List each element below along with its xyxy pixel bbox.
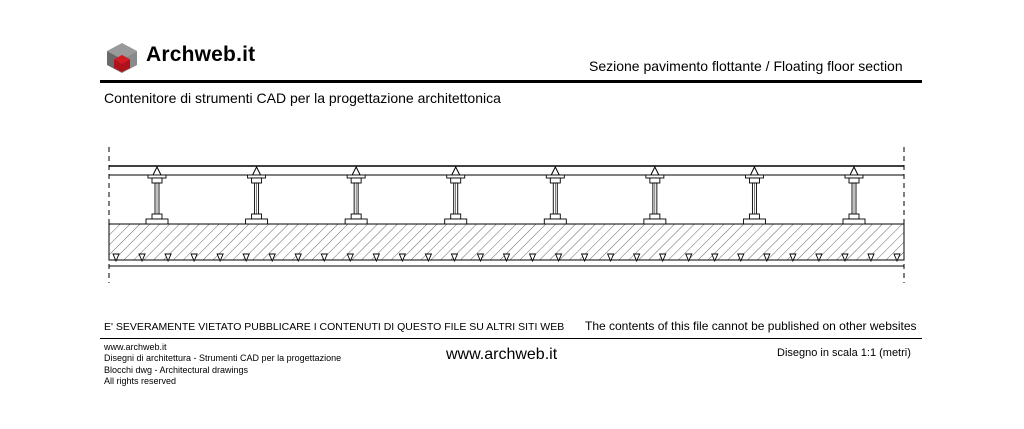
footer-line: www.archweb.it [104,342,167,352]
site-url: www.archweb.it [446,346,558,363]
scale-note: Disegno in scala 1:1 (metri) [777,347,911,359]
pedestal-support [146,167,168,224]
copyright-warning-italian: E' SEVERAMENTE VIETATO PUBBLICARE I CONTENUTI DI QUESTO FILE SU ALTRI SITI WEB [104,321,565,333]
pedestal-support [644,167,666,224]
subtitle: Contenitore di strumenti CAD per la progettazione architettonica [104,90,501,106]
drawing-title: Sezione pavimento flottante / Floating floor section [589,58,903,74]
brand-name: Archweb.it [146,43,256,66]
pedestal-support [445,167,467,224]
footer-divider [100,338,922,339]
pedestal-support [843,167,865,224]
cube-logo-icon [105,42,139,74]
floating-floor-section-drawing [100,135,910,285]
pedestal-support [246,167,268,224]
copyright-warning-english: The contents of this file cannot be published on other websites [585,319,917,333]
header-divider [100,80,922,83]
pedestal-support [544,167,566,224]
footer-line: All rights reserved [104,376,177,386]
footer-line: Disegni di architettura - Strumenti CAD per la progettazione [104,353,342,363]
footer-line: Blocchi dwg - Architectural drawings [104,365,249,375]
pedestal-support [345,167,367,224]
pedestal-support [743,167,765,224]
